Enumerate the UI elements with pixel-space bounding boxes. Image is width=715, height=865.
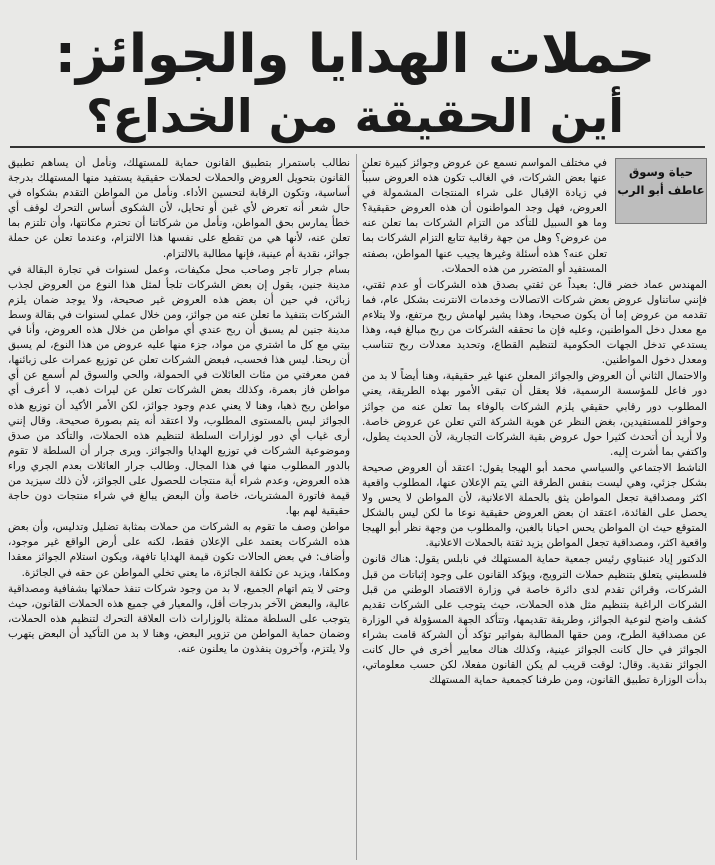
headline-line-1: حملات الهدايا والجوائز: (54, 24, 656, 85)
byline-author: عاطف أبو الرب (617, 182, 705, 197)
paragraph: الناشط الاجتماعي والسياسي محمد أبو الهيجا يقول: اعتقد أن العروض صحيحة بشكل جزئي، وهي ليست بنفس الطرقة التي يتم الإعلان عنها، المطلوب واقعية اكثر ومصداقية تجعل المواطن يثق بالحملة الاعلانية، لأن المواطن لا يحس ولا يحصل على الفائدة، اعتقد ان بعض العروض حقيقية نوعا ما لكن ليس بالشكل المتوقع حيث ان المواطن يحس احيانا بالغبن، والمطلوب من وجهة نظر أبو الهيجا واقعية اكثر، ومصداقية تجعل المواطن يزيد ثقتة بالحملات الاعلانية. (362, 461, 707, 550)
paragraph: نطالب باستمرار بتطبيق القانون حماية للمستهلك، ونأمل أن يساهم تطبيق القانون بتحويل العروض والحملات لحملات حقيقية يستفيد منها المستهلك بدرجة أساسية، وتكون الرقابة لتحسين الأداء. ونأمل من المواطن التقدم بشكواه في حال شعر أنه تعرض لأي غبن أو تحايل، لأن الشكوى أساس التحرك لوقف أي خطأ يمارس بحق المواطن، ونأمل من شركاتنا أن تحترم مكانتها، وأن تلتزم بما تعلن عنه، لأنها هي من تقطع على نفسها هذا الالتزام، وعندما تعلن عن حملة جوائز، نقدية أم عينية، فإنها مطالبة بالالتزام. (8, 157, 350, 260)
headline-divider (10, 146, 705, 148)
paragraph: الدكتور إياد عنبتاوي رئيس جمعية حماية المستهلك في نابلس يقول: هناك قانون فلسطيني يتعلق بتنظيم حملات الترويج، ويؤكد القانون على وجود إثباتات من قبل الشركات، وقرائن تقدم لدى دائرة خاصة في وزارة الاقتصاد الوطني من قبل الشركات الراغبة بتنظيم مثل هذه الحملات، حيث يتوجب على الشركات تقديم كشف واضح لنوعية الجوائز، وطريقة تقديمها، وتتأكد الجهة المسؤولة في الوزارة عن مصداقية الطرح، ومن حقها المطالبة بفواتير تؤكد أن الشركة قامت بشراء الجوائز في حال كانت الجوائز عينية، وكذلك هناك معايير أخرى في حال كانت الجوائز نقدية. وقال: لوقت قريب لم يكن القانون مفعلا، لكن حسب معلوماتي، بدأت الوزارة تطبيق القانون، ومن طرفنا كجمعية حماية المستهلك (362, 553, 707, 687)
paragraph: وحتى لا يتم اتهام الجميع، لا بد من وجود شركات تنفذ حملاتها بشفافية ومصداقية عالية، والبعض الآخر بدرجات أقل، والمعيار في جميع هذه الحملات القانون، حيث يتوجب على السلطة ممثلة بالوزارات ذات العلاقة التحرك لتنظيم هذه الحملات، وضمان حماية المواطن من تزوير البعض، وهنا لا بد من التأكيد أن البعض يتهرب ولا يلتزم، وآخرون ينفذون ما يعلنون عنه. (8, 582, 350, 655)
paragraph: في مختلف المواسم نسمع عن عروض وجوائز كبيرة تعلن عنها بعض الشركات، في الغالب تكون هذه العروض سبباً في زيادة الإقبال على شراء المنتجات المشمولة في العروض، فهل وجد المواطنون أن هذه العروض حقيقية؟ وما هو السبيل للتأكد من التزام الشركات بما تعلن عنه من عروض؟ وهل من جهة رقابية تتابع التزام الشركات بما تعلن عنه؟ هذه أسئلة وغيرها يجيب عنها المواطن، بصفته المستفيد أو المتضرر من هذه الحملات. (362, 157, 607, 275)
headline-line-2: أين الحقيقة من الخداع؟ (85, 89, 625, 143)
paragraph: المهندس عماد خضر قال: بعيداً عن ثقتي بصدق هذه الشركات أو عدم ثقتي، فإنني ساتناول عروض بعض شركات الاتصالات وخدمات الانترنت بشكل عام، فما تقدمه من عروض إما أن يكون صحيحا، وهذا يشير لهامش ربح مرتفع، ولا يتلاءم مع معدل دخل المواطنين، وعليه فإن ما تحققه الشركات من ربح مبالغ فيه، وهذا يستدعي تدخل الجهات الحكومية لتنظيم القطاع، وتحديد معدلات ربح تتناسب ومعدل دخول المواطنين. (362, 278, 707, 367)
article-column-right (362, 156, 707, 861)
paragraph: والاحتمال الثاني أن العروض والجوائز المعلن عنها غير حقيقية، وهنا أيضاً لا بد من دور فاعل للمؤسسة الرسمية، فلا يعقل أن تبقى الأمور بهذه الطريقة، يعني المطلوب دور رقابي حقيقي يلزم الشركات بالوفاء بما تعلن عنه من جوائز وحوافز للمستفيدين، بغض النظر عن هوية الشركة التي تعلن عن عروض خاصة. ولا أريد أن أتحدث كثيرا حول عروض بقية الشركات التجارية، لأن الحديث يطول، واكتفي بما أشرت إليه. (362, 370, 707, 458)
column-divider (356, 154, 357, 860)
paragraph: مواطن وصف ما تقوم به الشركات من حملات بمثابة تضليل وتدليس، وأن بعض هذه الشركات يعتمد على الإعلان فقط، لكنه على أرض الواقع غير موجود، وأضاف: في بعض الحالات تكون قيمة الهدايا تافهة، ويكون استلام الجوائز معقدا ومكلفا، ويزيد عن تكلفة الجائزة، ما يعني تخلي المواطن عن حقه في الجائزة. (8, 521, 350, 579)
byline-section: حياة وسوق (628, 165, 694, 179)
paragraph: بسام جرار تاجر وصاحب محل مكيفات، وعمل لسنوات في تجارة البقالة في مدينة جنين، يقول إن بعض الشركات تلجأ لمثل هذا النوع من العروض لجذب زبائن، في حين أن بعض هذه العروض غير صحيحة، ولا يوجد ضمان يلزم الشركات بتنفيذ ما تعلن عنه من جوائز، ومن خلال عملي لسنوات في بقالة وسط مدينة جنين لم يسبق أن ربح عندي أي مواطن من خلال هذه العروض، وأنا في بيتي مع كل ما اشتري من مواد، جزء منها عليه عروض من هذا النوع، لم يسبق أن ربحنا. ليس هذا فحسب، فبعض الشركات تعلن عن توزيع عمرات على زبائنها، فمن معرفتي من مئات العائلات في الحمولة، والحي والسوق لم أسمع عن أي مواطن فاز بعمرة، وكذلك بعض الشركات تعلن عن ليرات ذهب، لا أعرف أي مواطن ربح ذهبا، وهنا لا يعني عدم وجود جوائز، لكن الأمر الأكيد أن توزيع هذه الجوائز ليس بالمستوى المطلوب، ولا اعتقد أنه يتم بصورة صحيحة. وقال إنني أرى غياب أي دور لوزارات السلطة لتنظيم هذه الحملات، والتأكد من صدق وموضوعية الشركات في توزيع الهدايا والجوائز. ويرى جرار أن السلطة لا تقوم بالدور المطلوب منها في هذا المجال. وطالب جرار العائلات بعدم الجري وراء هذه العروض، وعدم شراء أية منتجات للحصول على الجوائز، لأن ذلك سيزيد من قيمة فاتورة المشتريات، خاصة وأن البعض يبالغ في شراء منتجات دون حاجة حقيقية لهم بها. (8, 263, 350, 518)
article-column-left (8, 156, 350, 861)
article-headline (15, 24, 695, 143)
